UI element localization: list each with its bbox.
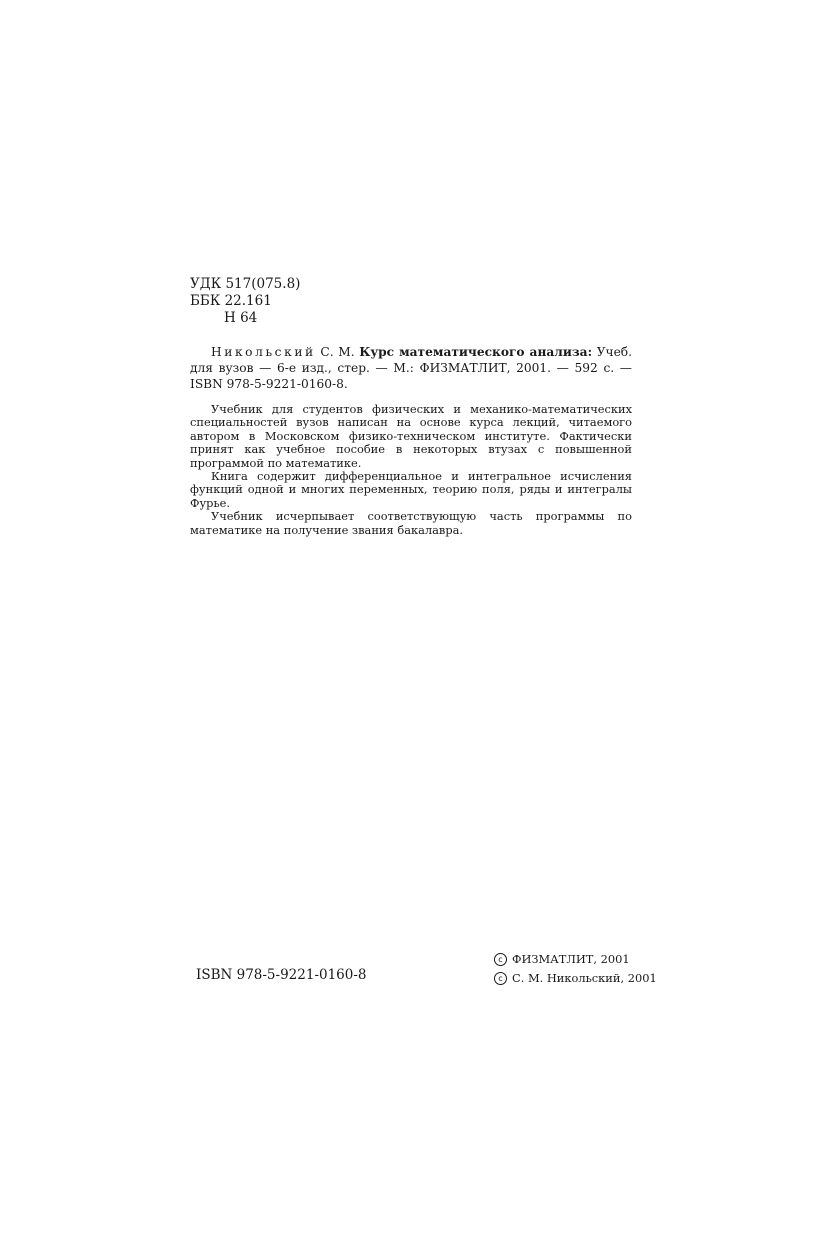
copyright-author [494,969,657,988]
annotation-paragraph: Книга содержит дифференциальное и интегральное исчисления функций одной и многих переменных, теорию поля, ряды и интегралы Фурье. [190,469,632,510]
copyright-holder: С. М. Никольский, 2001 [512,971,657,985]
author-surname: Никольский [211,345,316,359]
bbk-code: ББК 22.161 [190,293,272,309]
annotation-paragraph: Учебник исчерпывает соответствующую часть программы по математике на получение звания бакалавра. [190,509,632,537]
author-sign: Н 64 [224,310,258,326]
annotation-paragraph: Учебник для студентов физических и механико-математических специальностей вузов написан на основе курса лекций, читаемого автором в Московском физико-техническом институте. Фактически принят как учебное пособие в некоторых втузах с повышенной программой по математике. [190,402,632,470]
copyright-holder: ФИЗМАТЛИТ, 2001 [512,952,630,966]
isbn-number: ISBN 978-5-9221-0160-8 [196,967,367,983]
copyright-icon: c [494,953,507,966]
bibliographic-record [190,344,632,392]
abstract-block [190,344,632,537]
copyright-icon: c [494,972,507,985]
publication-details: Учеб. для вузов — 6-е изд., стер. — М.: ФИЗМАТЛИТ, 2001. — 592 с. — ISBN 978-5-9221-0160-8. [190,345,632,391]
udk-code: УДК 517(075.8) [190,276,301,292]
author-initials: С. М. [315,345,360,359]
book-title: Курс математического анализа: [359,345,593,359]
copyright-publisher [494,950,657,969]
copyright-block [494,950,657,988]
classification-block [190,276,300,327]
